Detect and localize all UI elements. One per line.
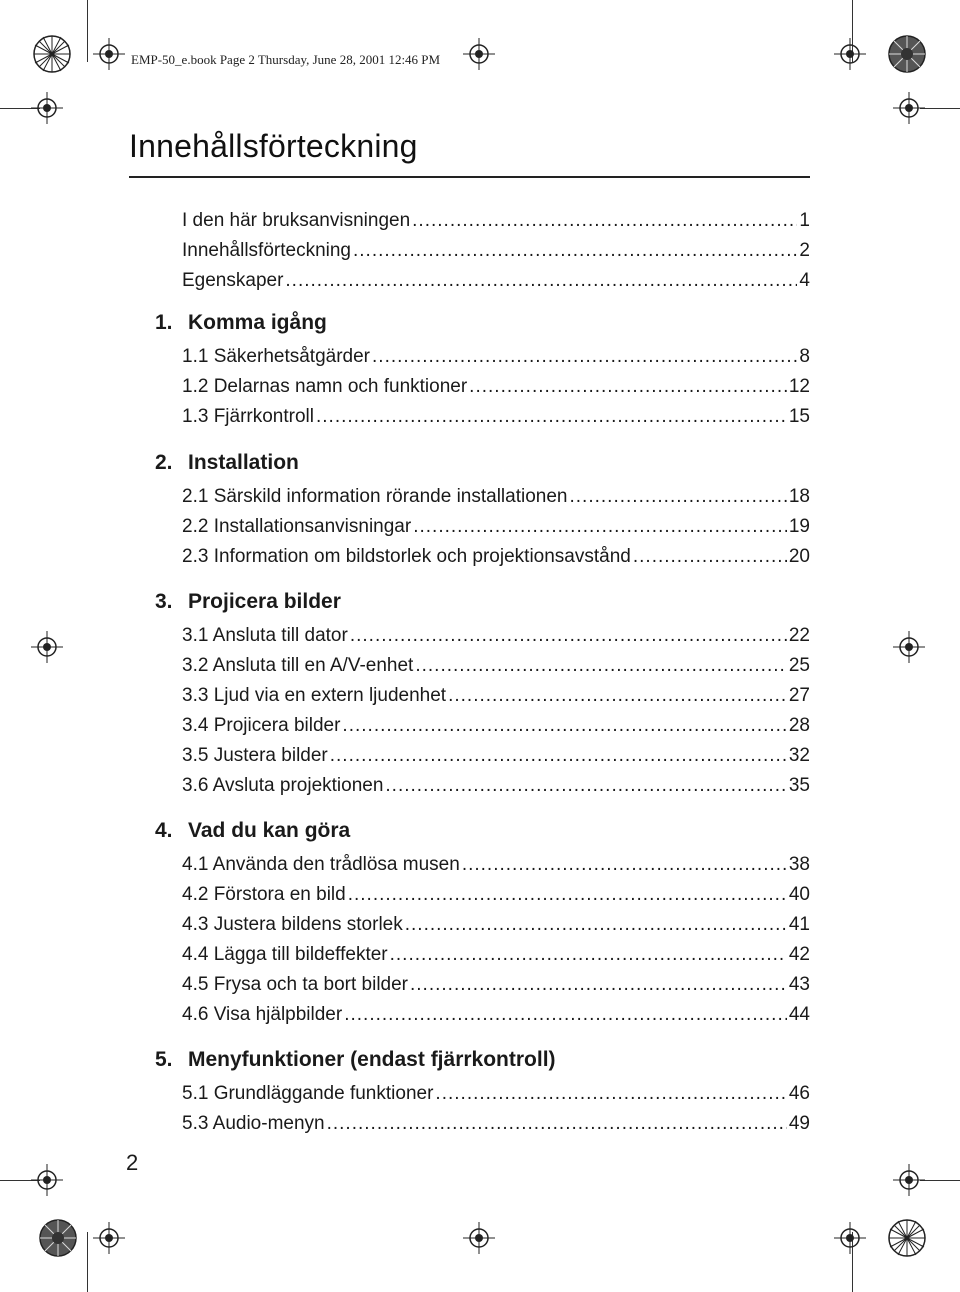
toc-entry <box>182 516 810 542</box>
toc-entry-label: 5.3 Audio-menyn <box>182 1113 325 1134</box>
toc-dot-leader <box>462 854 787 876</box>
toc-dot-leader <box>410 974 787 996</box>
toc-entry <box>182 775 810 801</box>
toc-entry <box>182 715 810 741</box>
toc-entry-page: 44 <box>788 1004 810 1025</box>
toc-dot-leader <box>469 376 787 398</box>
toc-entry-page: 27 <box>788 685 810 706</box>
toc-entry-label: I den här bruksanvisningen <box>182 210 411 231</box>
section-number: 4. <box>155 819 173 842</box>
toc-entry <box>182 655 810 681</box>
section-heading <box>155 590 341 614</box>
toc-dot-leader <box>570 486 787 508</box>
toc-entry-label: Innehållsförteckning <box>182 240 351 261</box>
toc-dot-leader <box>390 944 787 966</box>
toc-entry-page: 49 <box>788 1113 810 1134</box>
toc-entry-page: 20 <box>788 546 810 567</box>
toc-entry <box>182 210 810 236</box>
toc-entry-label: 1.1 Säkerhetsåtgärder <box>182 346 371 367</box>
toc-entry <box>182 406 810 432</box>
section-number: 1. <box>155 311 173 334</box>
toc-dot-leader <box>353 240 797 262</box>
toc-entry-page: 42 <box>788 944 810 965</box>
toc-entry <box>182 1113 810 1139</box>
toc-entry <box>182 346 810 372</box>
toc-entry-page: 43 <box>788 974 810 995</box>
toc-entry-label: 4.6 Visa hjälpbilder <box>182 1004 343 1025</box>
page-number: 2 <box>126 1150 139 1175</box>
toc-dot-leader <box>350 625 787 647</box>
section-title: Projicera bilder <box>188 590 341 613</box>
toc-dot-leader <box>316 406 787 428</box>
toc-dot-leader <box>348 884 787 906</box>
section-number: 5. <box>155 1048 173 1071</box>
toc-entry <box>182 884 810 910</box>
section-heading <box>155 311 327 335</box>
toc-entry-label: 1.3 Fjärrkontroll <box>182 406 314 427</box>
toc-entry-label: 4.2 Förstora en bild <box>182 884 346 905</box>
toc-entry-label: 4.3 Justera bildens storlek <box>182 914 403 935</box>
toc-entry-page: 2 <box>799 240 810 261</box>
toc-entry-page: 38 <box>788 854 810 875</box>
toc-entry <box>182 685 810 711</box>
toc-entry <box>182 486 810 512</box>
section-title: Vad du kan göra <box>188 819 351 842</box>
toc-dot-leader <box>405 914 787 936</box>
toc-entry <box>182 854 810 880</box>
toc-entry-page: 35 <box>788 775 810 796</box>
toc-entry-label: 3.2 Ansluta till en A/V-enhet <box>182 655 414 676</box>
section-heading <box>155 819 350 843</box>
toc-dot-leader <box>412 210 797 232</box>
toc-entry-label: 4.4 Lägga till bildeffekter <box>182 944 388 965</box>
toc-entry-label: 1.2 Delarnas namn och funktioner <box>182 376 468 397</box>
toc-entry-label: Egenskaper <box>182 270 284 291</box>
toc-dot-leader <box>633 546 787 568</box>
toc-entry-page: 46 <box>788 1083 810 1104</box>
toc-dot-leader <box>344 1004 787 1026</box>
toc-entry-page: 22 <box>788 625 810 646</box>
toc-entry <box>182 270 810 296</box>
toc-entry <box>182 1083 810 1109</box>
toc-entry-label: 3.5 Justera bilder <box>182 745 328 766</box>
toc-entry-label: 2.2 Installationsanvisningar <box>182 516 412 537</box>
toc-dot-leader <box>285 270 797 292</box>
toc-dot-leader <box>415 655 787 677</box>
section-heading <box>155 451 299 475</box>
section-title: Menyfunktioner (endast fjärrkontroll) <box>188 1048 556 1071</box>
toc-entry <box>182 376 810 402</box>
toc-entry-label: 4.5 Frysa och ta bort bilder <box>182 974 408 995</box>
toc-entry-label: 3.4 Projicera bilder <box>182 715 341 736</box>
toc-entry-page: 40 <box>788 884 810 905</box>
toc-dot-leader <box>330 745 787 767</box>
section-title: Installation <box>188 451 299 474</box>
toc-entry <box>182 625 810 651</box>
toc-entry-page: 19 <box>788 516 810 537</box>
section-title: Komma igång <box>188 311 327 334</box>
toc-entry <box>182 240 810 266</box>
toc-entry-page: 41 <box>788 914 810 935</box>
section-heading <box>155 1048 556 1072</box>
toc-entry-label: 3.6 Avsluta projektionen <box>182 775 384 796</box>
toc-entry-page: 4 <box>799 270 810 291</box>
page-title: Innehållsförteckning <box>129 128 418 164</box>
section-number: 2. <box>155 451 173 474</box>
toc-entry-label: 5.1 Grundläggande funktioner <box>182 1083 434 1104</box>
toc-entry-label: 2.3 Information om bildstorlek och projektionsavstånd <box>182 546 631 567</box>
toc-entry-page: 1 <box>799 210 810 231</box>
toc-entry-page: 28 <box>788 715 810 736</box>
toc-dot-leader <box>448 685 787 707</box>
toc-dot-leader <box>413 516 787 538</box>
toc-entry-page: 25 <box>788 655 810 676</box>
toc-entry-page: 15 <box>788 406 810 427</box>
toc-entry <box>182 944 810 970</box>
toc-dot-leader <box>385 775 786 797</box>
toc-entry-label: 3.3 Ljud via en extern ljudenhet <box>182 685 447 706</box>
toc-entry <box>182 974 810 1000</box>
toc-entry <box>182 1004 810 1030</box>
section-number: 3. <box>155 590 173 613</box>
toc-entry <box>182 745 810 771</box>
toc-entry-page: 8 <box>799 346 810 367</box>
toc-dot-leader <box>372 346 797 368</box>
toc-entry-page: 12 <box>788 376 810 397</box>
toc-dot-leader <box>327 1113 787 1135</box>
file-info-header: EMP-50_e.book Page 2 Thursday, June 28, 2001 12:46 PM <box>131 52 441 67</box>
toc-entry <box>182 914 810 940</box>
toc-entry-page: 32 <box>788 745 810 766</box>
toc-entry-label: 2.1 Särskild information rörande installationen <box>182 486 568 507</box>
toc-entry-page: 18 <box>788 486 810 507</box>
toc-entry-label: 4.1 Använda den trådlösa musen <box>182 854 460 875</box>
toc-dot-leader <box>435 1083 786 1105</box>
toc-dot-leader <box>342 715 786 737</box>
toc-entry <box>182 546 810 572</box>
toc-entry-label: 3.1 Ansluta till dator <box>182 625 348 646</box>
